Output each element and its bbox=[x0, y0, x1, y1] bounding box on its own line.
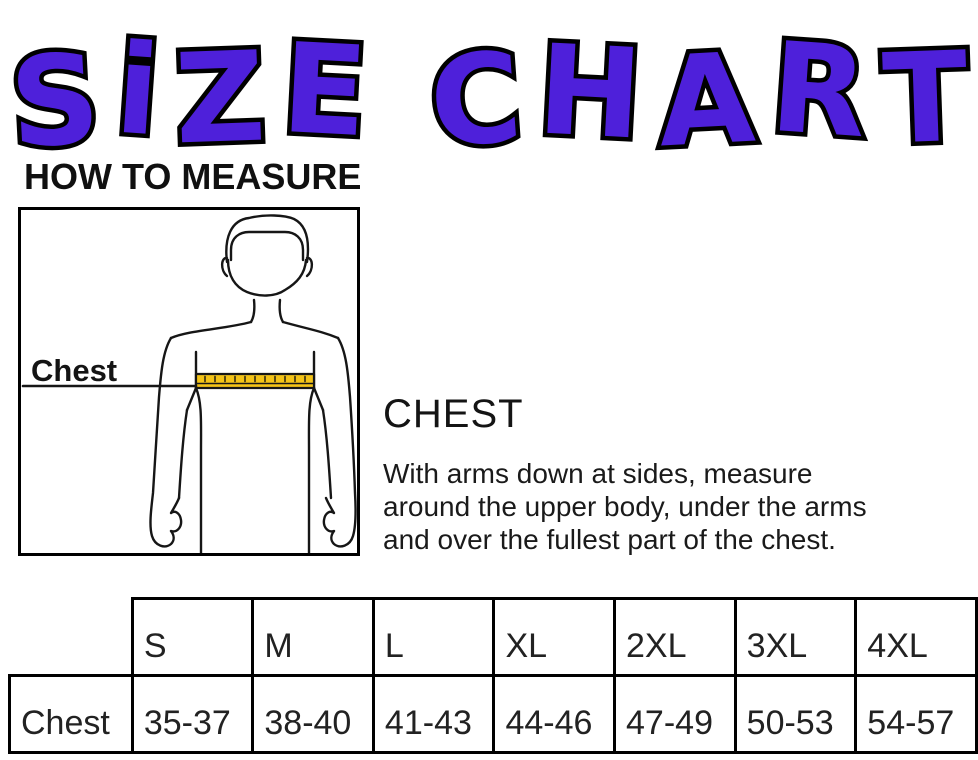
body-illustration bbox=[21, 210, 357, 553]
page-title: S i Z E C H A R T bbox=[6, 16, 971, 177]
size-header-m: M bbox=[253, 599, 374, 676]
chest-row-label: Chest bbox=[10, 676, 133, 753]
size-header-xl: XL bbox=[494, 599, 615, 676]
size-header-3xl: 3XL bbox=[735, 599, 856, 676]
chest-value-l: 41-43 bbox=[373, 676, 494, 753]
measurement-figure bbox=[18, 207, 360, 556]
size-table bbox=[8, 597, 978, 754]
measuring-tape-icon bbox=[196, 374, 314, 388]
instruction-line-1: With arms down at sides, measure bbox=[383, 458, 813, 489]
chest-heading: CHEST bbox=[383, 392, 524, 436]
size-header-2xl: 2XL bbox=[615, 599, 736, 676]
chest-value-3xl: 50-53 bbox=[735, 676, 856, 753]
chest-instructions-section bbox=[383, 392, 975, 556]
chest-value-2xl: 47-49 bbox=[615, 676, 736, 753]
chest-value-4xl: 54-57 bbox=[856, 676, 977, 753]
figure-chest-label: Chest bbox=[31, 353, 118, 388]
table-corner-cell bbox=[10, 599, 133, 676]
how-to-measure-heading: HOW TO MEASURE bbox=[24, 156, 362, 197]
chest-value-xl: 44-46 bbox=[494, 676, 615, 753]
chest-measurement-row bbox=[10, 676, 977, 753]
size-header-row bbox=[10, 599, 977, 676]
chest-instructions-text bbox=[383, 457, 975, 556]
size-header-4xl: 4XL bbox=[856, 599, 977, 676]
chest-value-m: 38-40 bbox=[253, 676, 374, 753]
chest-value-s: 35-37 bbox=[132, 676, 253, 753]
instruction-line-3: and over the fullest part of the chest. bbox=[383, 524, 836, 555]
size-header-s: S bbox=[132, 599, 253, 676]
size-header-l: L bbox=[373, 599, 494, 676]
instruction-line-2: around the upper body, under the arms bbox=[383, 491, 867, 522]
